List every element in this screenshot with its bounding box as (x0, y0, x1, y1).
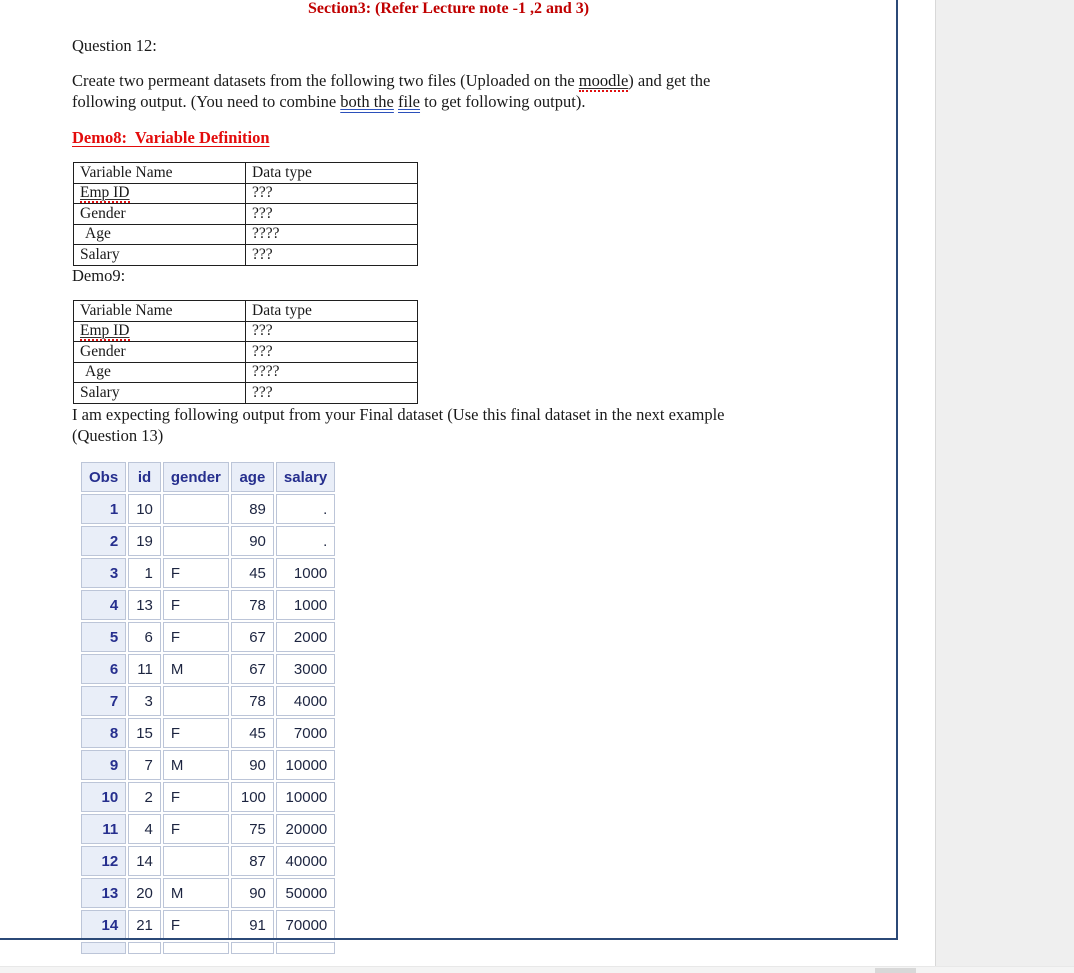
cell-text: F (170, 820, 181, 838)
column-header: gender (163, 462, 229, 492)
cell-text: 91 (249, 916, 266, 934)
paragraph-line (72, 91, 710, 112)
cell-text: 40000 (285, 852, 328, 870)
cell-text: Emp ID (80, 322, 130, 340)
cell-text: 50000 (285, 884, 328, 902)
cell-text: F (170, 564, 181, 582)
intro-paragraph (72, 70, 710, 112)
cell-text: 11 (137, 660, 153, 678)
underlined-word-file: file (398, 92, 421, 111)
scrollbar-thumb[interactable] (875, 968, 916, 973)
cell-text: 7000 (293, 724, 328, 742)
cell-text: 90 (249, 532, 266, 550)
cell-text: 19 (136, 532, 153, 550)
cell-text: 67 (249, 628, 266, 646)
table-row (81, 686, 335, 716)
demo8-variable-table (73, 162, 418, 266)
cell-text: 1 (144, 564, 153, 582)
cell-text: 11 (102, 820, 119, 838)
cell-text: Salary (80, 245, 120, 263)
paragraph-text: to get following output). (420, 92, 586, 111)
table-row (81, 590, 335, 620)
cell-text: ??? (252, 322, 273, 340)
column-header: Data type (246, 301, 418, 322)
table-row (74, 224, 418, 245)
demo9-label: Demo9: (72, 266, 126, 285)
cell-text: F (170, 596, 181, 614)
paragraph-text: ) and get the (628, 71, 711, 90)
paragraph-line (72, 70, 710, 91)
table-row (81, 878, 335, 908)
text-boundary-vertical-line (896, 0, 898, 939)
cell-text: 10 (101, 788, 119, 806)
cell-text: Salary (80, 383, 120, 401)
cell-text: 20 (136, 884, 153, 902)
cell-text: 3 (144, 692, 153, 710)
cell-text: 4 (109, 596, 119, 614)
cell-text: 1000 (293, 596, 328, 614)
cell-text: 14 (101, 916, 119, 934)
cell-text: 4 (144, 820, 153, 838)
column-header: salary (276, 462, 335, 492)
table-row (81, 814, 335, 844)
cell-text: 10000 (285, 788, 328, 806)
table-row (81, 654, 335, 684)
paragraph-line: (Question 13) (72, 426, 164, 445)
table-row (74, 245, 418, 266)
sas-output-table (79, 460, 337, 956)
table-row (81, 910, 335, 940)
section-heading: Section3: (Refer Lecture note -1 ,2 and 3) (307, 0, 590, 17)
cell-text: 10 (136, 500, 153, 518)
table-row (81, 558, 335, 588)
cell-text: ??? (252, 383, 273, 401)
partial-empty-row (81, 942, 335, 954)
cell-text: ???? (252, 225, 280, 243)
table-row (74, 362, 418, 383)
cell-text: 10000 (285, 756, 328, 774)
cell-text: 87 (249, 852, 266, 870)
table-row (74, 183, 418, 204)
header-row (81, 462, 335, 492)
cell-text: 78 (249, 692, 266, 710)
table-row (74, 342, 418, 363)
cell-text: 9 (109, 756, 119, 774)
right-background-panel (935, 0, 1074, 973)
table-row (74, 383, 418, 404)
cell-text: 2000 (293, 628, 328, 646)
horizontal-scrollbar[interactable] (0, 966, 1074, 973)
cell-text: 45 (249, 724, 266, 742)
paragraph-text: following output. (You need to combine (72, 92, 341, 111)
cell-text: M (170, 756, 184, 774)
column-header: Data type (246, 163, 418, 184)
cell-text: 4000 (293, 692, 328, 710)
cell-text: F (170, 724, 181, 742)
cell-text: 14 (136, 852, 153, 870)
cell-text: 21 (136, 916, 153, 934)
demo9-variable-table (73, 300, 418, 404)
cell-text: ??? (252, 342, 273, 360)
table-row (81, 494, 335, 524)
cell-text: 75 (249, 820, 266, 838)
cell-text: 2 (109, 532, 119, 550)
cell-text: Emp ID (80, 184, 130, 202)
underlined-words-both-the: both the (340, 92, 394, 111)
cell-text: M (170, 660, 184, 678)
cell-text: F (170, 788, 181, 806)
cell-text: 20000 (285, 820, 328, 838)
expecting-paragraph (72, 404, 725, 446)
demo8-heading: Demo8: Variable Definition (72, 128, 270, 147)
cell-text: 7 (144, 756, 153, 774)
cell-text: 1 (109, 500, 119, 518)
header-row (74, 301, 418, 322)
cell-text: 70000 (285, 916, 328, 934)
cell-text: 89 (249, 500, 266, 518)
cell-text: Gender (80, 204, 126, 222)
table-row (81, 718, 335, 748)
cell-text: 15 (136, 724, 153, 742)
column-header: id (128, 462, 161, 492)
cell-text: 3000 (293, 660, 328, 678)
cell-text: Age (85, 363, 111, 381)
cell-text: Gender (80, 342, 126, 360)
cell-text: 2 (144, 788, 153, 806)
table-row (74, 321, 418, 342)
cell-text: 90 (249, 756, 266, 774)
cell-text: 45 (249, 564, 266, 582)
cell-text: ??? (252, 184, 273, 202)
paragraph-line: I am expecting following output from your Final dataset (Use this final dataset in the next example (72, 405, 725, 424)
table-row (74, 204, 418, 225)
paragraph-text: Create two permeant datasets from the following two files (Uploaded on the (72, 71, 579, 90)
column-header: Variable Name (74, 301, 246, 322)
cell-text: 3 (109, 564, 119, 582)
cell-text: 13 (101, 884, 119, 902)
cell-text: 78 (249, 596, 266, 614)
column-header: age (231, 462, 274, 492)
cell-text: ???? (252, 363, 280, 381)
text-boundary-horizontal-line (0, 938, 898, 940)
header-row (74, 163, 418, 184)
table-row (81, 782, 335, 812)
cell-text: Age (85, 225, 111, 243)
cell-text: ??? (252, 245, 273, 263)
cell-text: F (170, 628, 181, 646)
table-row (81, 750, 335, 780)
cell-text: 8 (109, 724, 119, 742)
misspelled-word-moodle: moodle (578, 71, 629, 90)
cell-text: 90 (249, 884, 266, 902)
cell-text: M (170, 884, 184, 902)
cell-text: 67 (249, 660, 266, 678)
table-row (81, 846, 335, 876)
column-header: Obs (81, 462, 126, 492)
cell-text: 100 (240, 788, 266, 806)
table-row (81, 526, 335, 556)
question-label: Question 12: (72, 36, 157, 55)
cell-text: ??? (252, 204, 273, 222)
cell-text: 7 (109, 692, 119, 710)
column-header: Variable Name (74, 163, 246, 184)
cell-text: . (323, 500, 328, 518)
cell-text: 1000 (293, 564, 328, 582)
cell-text: . (323, 532, 328, 550)
cell-text: 6 (109, 660, 119, 678)
table-row (81, 622, 335, 652)
cell-text: 12 (101, 852, 119, 870)
cell-text: 5 (109, 628, 119, 646)
cell-text: 13 (136, 596, 153, 614)
cell-text: 6 (144, 628, 153, 646)
cell-text: F (170, 916, 181, 934)
